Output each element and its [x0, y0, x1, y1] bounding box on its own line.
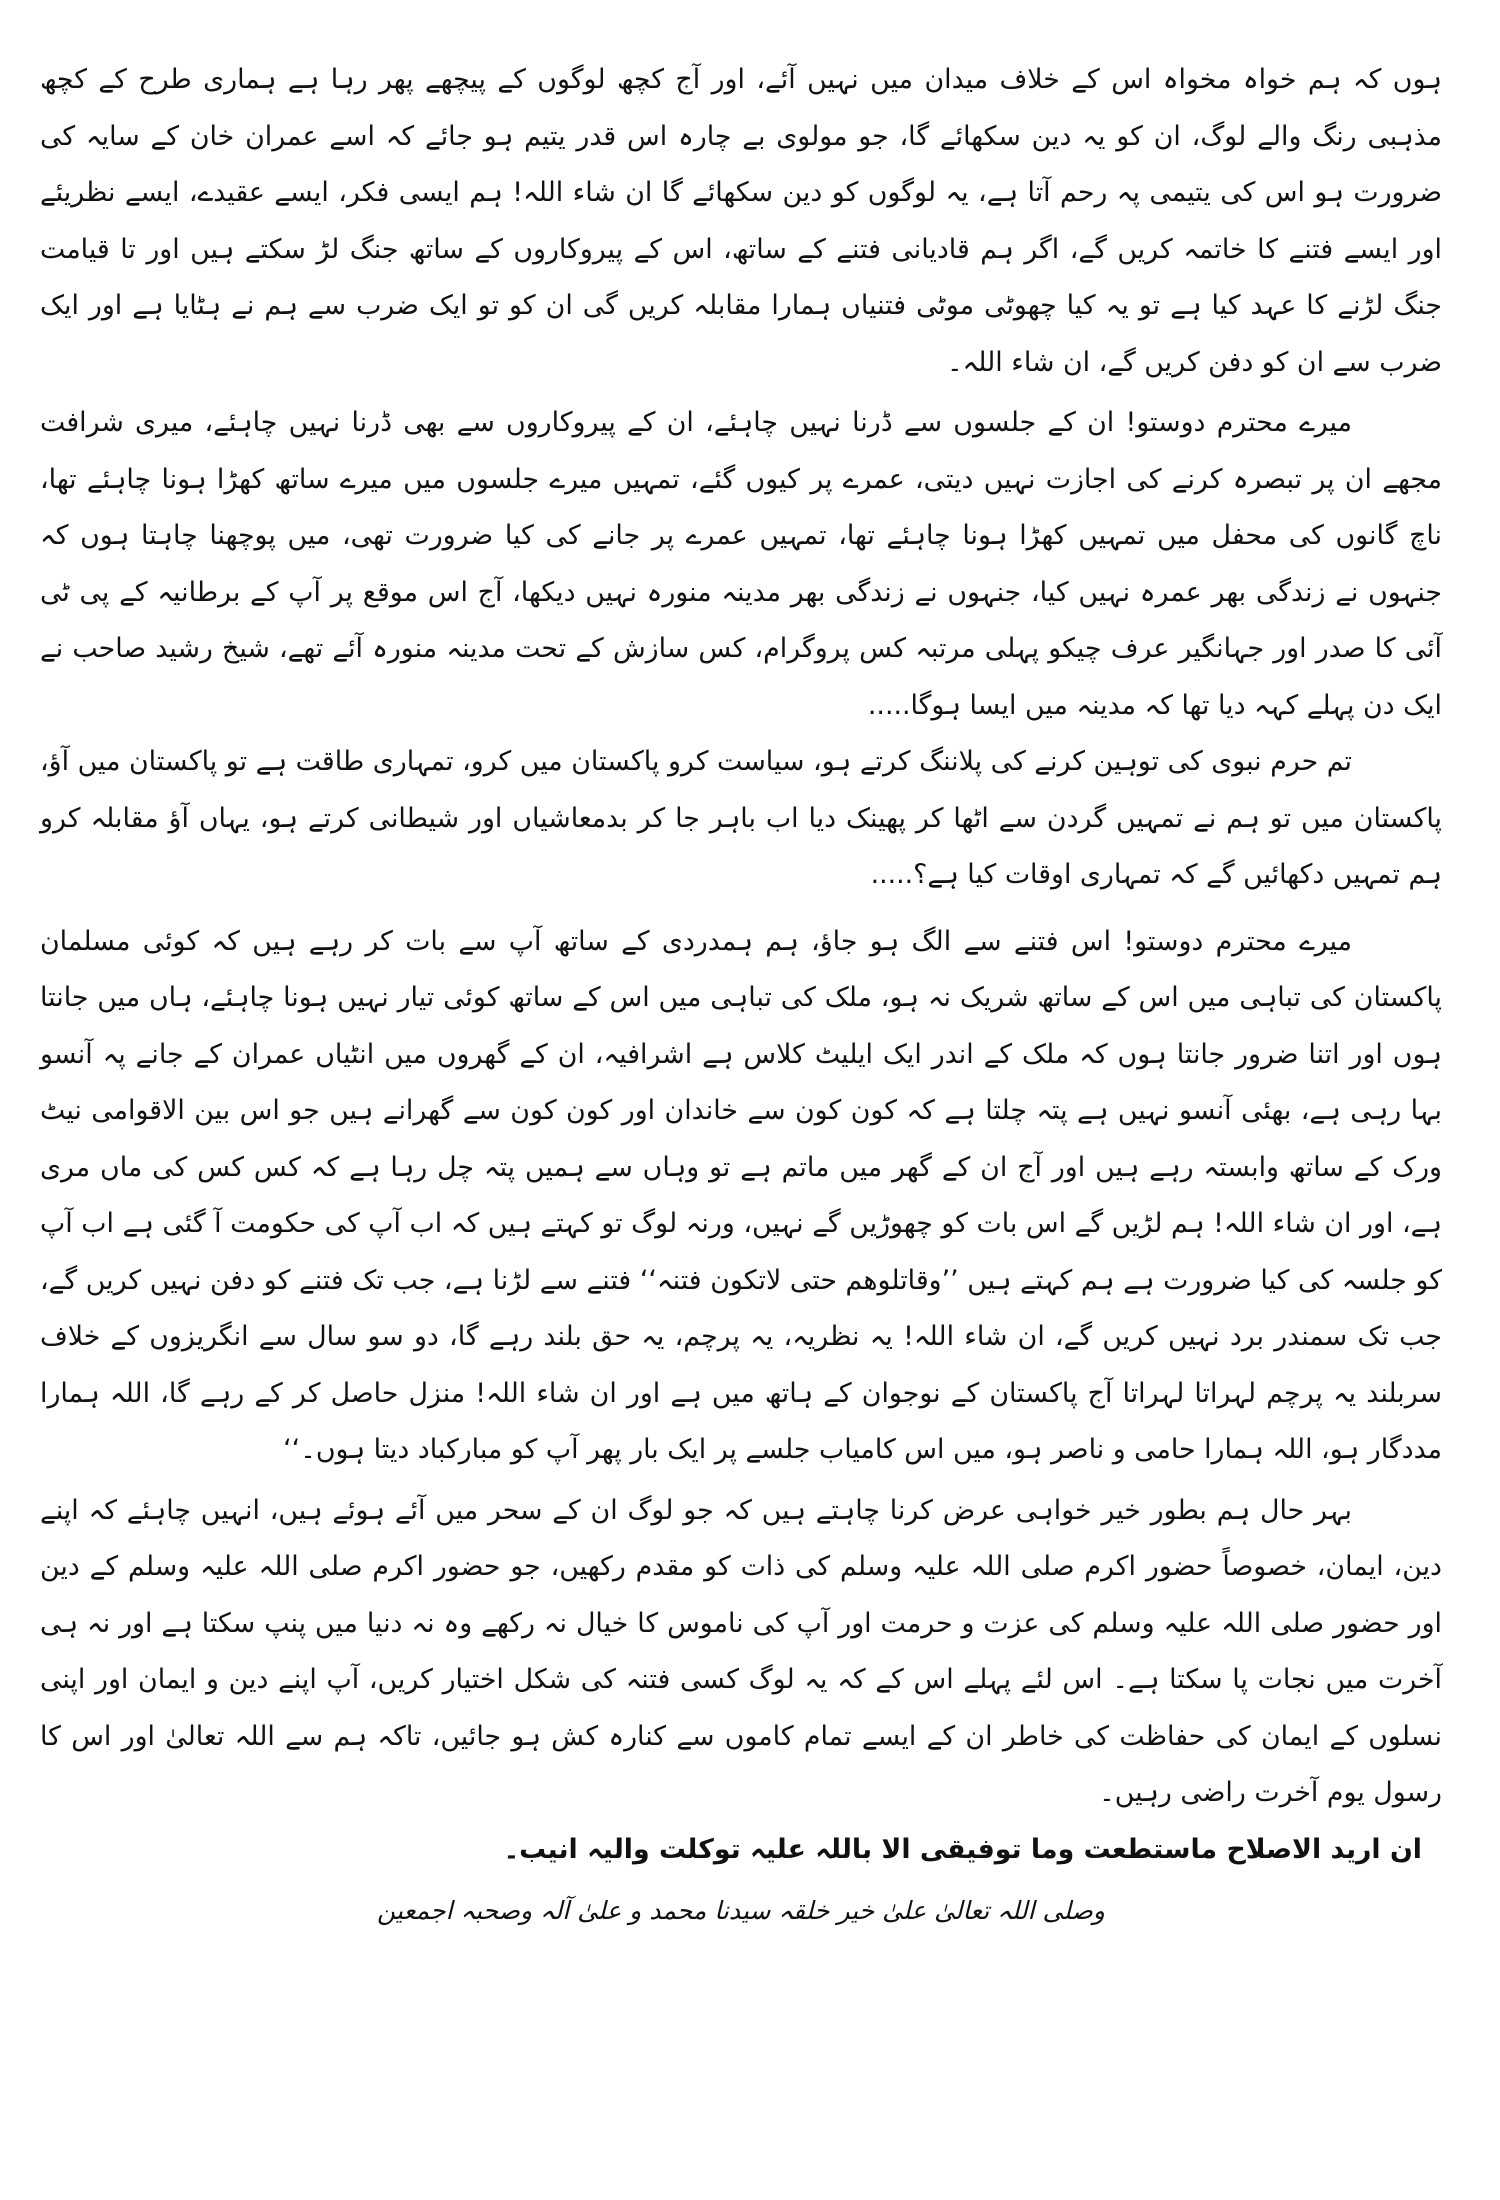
closing-line: ان ارید الاصلاح ماستطعت وما توفیقی الا باللہ علیہ توکلت والیہ انیب۔ — [503, 1833, 1422, 1865]
paragraph: میرے محترم دوستو! ان کے جلسوں سے ڈرنا نہیں چاہئے، ان کے پیروکاروں سے بھی ڈرنا نہیں چاہئے، میری شرافت مجھے ان پر تبصرہ کرنے کی اجازت نہیں دیتی، عمرے پر کیوں گئے، تمہیں میرے جلسوں میں میرے ساتھ کھڑا ہونا چاہئے تھا، ناچ گانوں کی محفل میں تمہیں کھڑا ہونا چاہئے تھا، تمہیں عمرے پر جانے کی کیا ضرورت تھی، میں پوچھنا چاہتا ہوں کہ جنہوں نے زندگی بھر عمرہ نہیں کیا، جنہوں نے زندگی بھر مدینہ منورہ نہیں دیکھا، آج اس موقع پر آپ کے برطانیہ کے پی ٹی آئی کا صدر اور جہانگیر عرف چیکو پہلی مرتبہ کس پروگرام، کس سازش کے تحت مدینہ منورہ آئے تھے، شیخ رشید صاحب نے ایک دن پہلے کہہ دیا تھا کہ مدینہ میں ایسا ہوگا..... — [40, 407, 1442, 721]
paragraph: تم حرم نبوی کی توہین کرنے کی پلاننگ کرتے ہو، سیاست کرو پاکستان میں کرو، تمہاری طاقت ہے تو پاکستان میں آؤ، پاکستان میں تو ہم نے تمہیں گردن سے اٹھا کر پھینک دیا اب باہر جا کر بدمعاشیاں اور شیطانی کرتے ہو، یہاں آؤ مقابلہ کرو ہم تمہیں دکھائیں گے کہ تمہاری اوقات کیا ہے؟..... — [40, 746, 1442, 890]
paragraph: میرے محترم دوستو! اس فتنے سے الگ ہو جاؤ، ہم ہمدردی کے ساتھ آپ سے بات کر رہے ہیں کہ کوئی مسلمان پاکستان کی تباہی میں اس کے ساتھ شریک نہ ہو، ملک کی تباہی میں اس کے ساتھ کوئی تیار نہیں ہونا چاہئے، ہاں میں جانتا ہوں اور اتنا ضرور جانتا ہوں کہ ملک کے اندر ایک ایلیٹ کلاس ہے اشرافیہ، ان کے گھروں میں انٹیاں عمران کے جانے پہ آنسو بہا رہی ہے، بھئی آنسو نہیں ہے پتہ چلتا ہے کہ کون کون سے خاندان اور کون کون سے گھرانے ہیں جو اس بین الاقوامی نیٹ ورک کے ساتھ وابستہ رہے ہیں اور آج ان کے گھر میں ماتم ہے تو وہاں سے ہمیں پتہ چل رہا ہے کہ کس کس کی ماں مری ہے، اور ان شاء اللہ! ہم لڑیں گے اس بات کو چھوڑیں گے نہیں، ورنہ لوگ تو کہتے ہیں کہ اب آپ کی حکومت آ گئی ہے اب آپ کو جلسہ کی کیا ضرورت ہے ہم کہتے ہیں ’’وقاتلوھم حتی لاتکون فتنہ‘‘ فتنے سے لڑنا ہے، جب تک فتنے کو دفن نہیں کریں گے، جب تک سمندر برد نہیں کریں گے، ان شاء اللہ! یہ نظریہ، یہ پرچم، یہ حق بلند رہے گا، دو سو سال سے انگریزوں کے خلاف سربلند یہ پرچم لہراتا لہراتا آج پاکستان کے نوجوان کے ہاتھ میں ہے اور ان شاء اللہ! منزل حاصل کر کے رہے گا، اللہ ہمارا مددگار ہو، اللہ ہمارا حامی و ناصر ہو، میں اس کامیاب جلسے پر ایک بار پھر آپ کو مبارکباد دیتا ہوں۔‘‘ — [40, 925, 1442, 1465]
paragraph: ہوں کہ ہم خواہ مخواہ اس کے خلاف میدان میں نہیں آئے، اور آج کچھ لوگوں کے پیچھے پھر رہا ہے ہماری طرح کے کچھ مذہبی رنگ والے لوگ، ان کو یہ دین سکھائے گا، جو مولوی بے چارہ اس قدر یتیم ہو جائے کہ اسے عمران خان کے سایہ کی ضرورت ہو اس کی یتیمی پہ رحم آتا ہے، یہ لوگوں کو دین سکھائے گا ان شاء اللہ! ہم ایسی فکر، ایسے عقیدے، ایسے نظریئے اور ایسے فتنے کا خاتمہ کریں گے، اگر ہم قادیانی فتنے کے ساتھ، اس کے پیروکاروں کے ساتھ جنگ لڑ سکتے ہیں اور تا قیامت جنگ لڑنے کا عہد کیا ہے تو یہ کیا چھوٹی موٹی فتنیاں ہمارا مقابلہ کریں گی ان کو تو ایک ضرب سے ہم نے ہٹایا ہے اور ایک ضرب سے ان کو دفن کریں گے، ان شاء اللہ۔ — [40, 64, 1442, 378]
paragraph: بہر حال ہم بطور خیر خواہی عرض کرنا چاہتے ہیں کہ جو لوگ ان کے سحر میں آئے ہوئے ہیں، انہیں چاہئے کہ اپنے دین، ایمان، خصوصاً حضور اکرم صلی اللہ علیہ وسلم کی ذات کو مقدم رکھیں، جو حضور اکرم صلی اللہ علیہ وسلم کے دین اور حضور صلی اللہ علیہ وسلم کی عزت و حرمت اور آپ کی ناموس کا خیال نہ رکھے وہ نہ دنیا میں پنپ سکتا ہے اور نہ ہی آخرت میں نجات پا سکتا ہے۔ اس لئے پہلے اس کے کہ یہ لوگ کسی فتنہ کی شکل اختیار کریں، آپ اپنے دین و ایمان اور اپنی نسلوں کے ایمان کی حفاظت کی خاطر ان کے ایسے تمام کاموں سے کنارہ کش ہو جائیں، تاکہ ہم سے اللہ تعالیٰ اور اس کا رسول یوم آخرت راضی رہیں۔ — [40, 1494, 1443, 1808]
salutation: وصلی اللہ تعالیٰ علیٰ خیر خلقہ سیدنا محمد و علیٰ آلہ وصحبہ اجمعین — [377, 1896, 1105, 1925]
